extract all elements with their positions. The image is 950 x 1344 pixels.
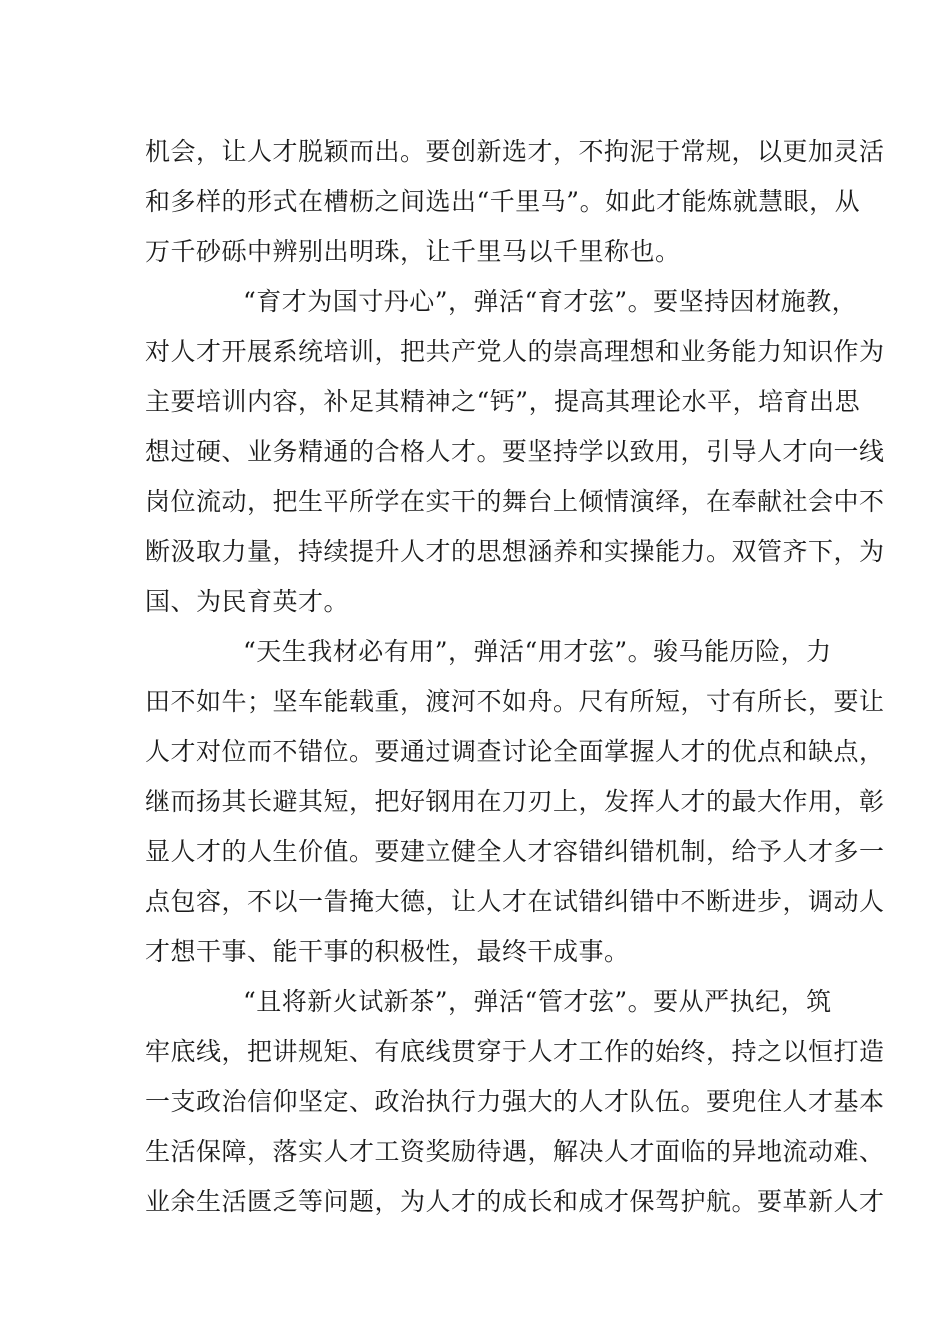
text-line: 继而扬其长避其短，把好钢用在刀刃上，发挥人才的最大作用，彰	[145, 787, 885, 816]
text-line: 想过硬、业务精通的合格人才。要坚持学以致用，引导人才向一线	[145, 437, 885, 466]
text-line: 田不如牛；坚车能载重，渡河不如舟。尺有所短，寸有所长，要让	[145, 687, 885, 716]
text-line: 牢底线，把讲规矩、有底线贯穿于人才工作的始终，持之以恒打造	[145, 1037, 885, 1066]
text-line: 和多样的形式在槽枥之间选出“千里马”。如此才能炼就慧眼，从	[145, 187, 861, 216]
text-line: 一支政治信仰坚定、政治执行力强大的人才队伍。要兜住人才基本	[145, 1087, 885, 1116]
text-line: 业余生活匮乏等问题，为人才的成长和成才保驾护航。要革新人才	[145, 1187, 885, 1216]
text-line: 生活保障，落实人才工资奖励待遇，解决人才面临的异地流动难、	[145, 1137, 885, 1166]
text-line: 国、为民育英才。	[145, 587, 350, 616]
text-line: 点包容，不以一眚掩大德，让人才在试错纠错中不断进步，调动人	[145, 887, 885, 916]
paragraph-start-line: “且将新火试新茶”，弹活“管才弦”。要从严执纪，筑	[243, 987, 832, 1016]
text-line: 人才对位而不错位。要通过调查讨论全面掌握人才的优点和缺点，	[145, 737, 885, 766]
text-line: 对人才开展系统培训，把共产党人的崇高理想和业务能力知识作为	[145, 337, 885, 366]
text-line: 才想干事、能干事的积极性，最终干成事。	[145, 937, 630, 966]
text-line: 机会，让人才脱颖而出。要创新选才，不拘泥于常规，以更加灵活	[145, 137, 885, 166]
text-line: 显人才的人生价值。要建立健全人才容错纠错机制，给予人才多一	[145, 837, 885, 866]
text-line: 断汲取力量，持续提升人才的思想涵养和实操能力。双管齐下，为	[145, 537, 885, 566]
text-line: 主要培训内容，补足其精神之“钙”，提高其理论水平，培育出思	[145, 387, 861, 416]
text-line: 万千砂砾中辨别出明珠，让千里马以千里称也。	[145, 237, 681, 266]
paragraph-start-line: “育才为国寸丹心”，弹活“育才弦”。要坚持因材施教，	[243, 287, 858, 316]
text-line: 岗位流动，把生平所学在实干的舞台上倾情演绎，在奉献社会中不	[145, 487, 885, 516]
paragraph-start-line: “天生我材必有用”，弹活“用才弦”。骏马能历险，力	[243, 637, 832, 666]
